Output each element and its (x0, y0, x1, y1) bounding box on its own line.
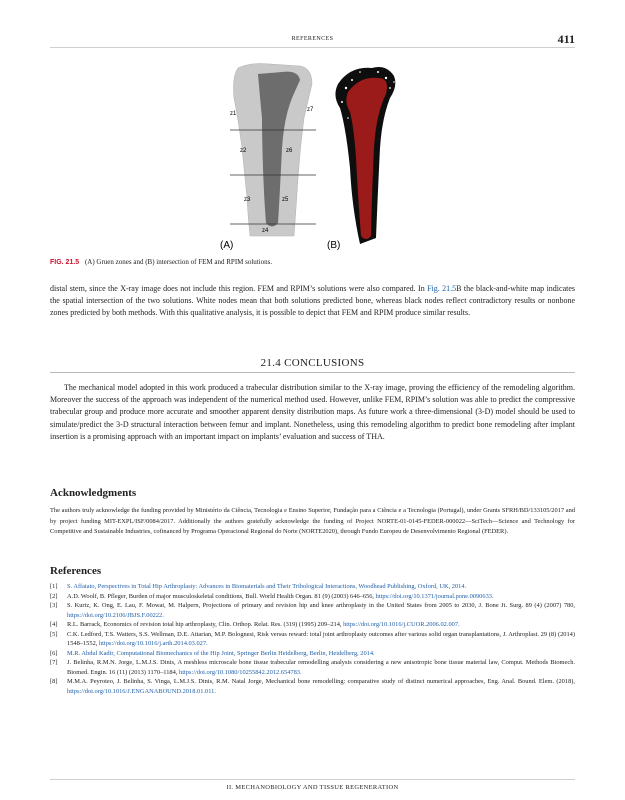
reference-number: [1] (50, 583, 58, 590)
page-number: 411 (557, 32, 575, 46)
reference-text: C.K. Ledford, T.S. Watters, S.S. Wellman, D.E. Attarian, M.P. Bolognesi, Risk versus reward: total joint arthroplasty outcomes after various solid organ transplantations, J. Arthroplast. 29 (8) (2014) 1548–1552, (67, 630, 575, 647)
zone-label-z6: z6 (286, 148, 293, 154)
reference-item (50, 620, 575, 630)
figure-number: FIG. 21.5 (50, 259, 80, 266)
figure-graphic (200, 58, 420, 258)
zone-label-z5: z5 (282, 197, 289, 203)
reference-link[interactable]: S. Affatato, Perspectives in Total Hip Arthroplasty: Advances in Biomaterials and Their Tribological Interactions, Woodhead Publishing, Oxford, UK, 2014. (67, 583, 467, 590)
reference-list (50, 582, 575, 696)
panel-b-label: (B) (327, 240, 341, 251)
figure-caption-text: (A) Gruen zones and (B) intersection of FEM and RPIM solutions. (84, 258, 273, 266)
paragraph1-text-a: distal stem, since the X-ray image does not include this region. FEM and RPIM’s solutions were also compared. In (50, 284, 428, 293)
paragraph1-text-b: B the black-and-white map indicates the spatial intersection of the two solutions. White nodes mean that both solutions predicted bone, whereas black nodes reflect contradictory results or nonbone zones predicted by both methods. With this qualitative analysis, it is possible to depict that FEM and RPIM produce similar results. (50, 284, 576, 318)
section-title: 21.4 CONCLUSIONS (260, 357, 365, 369)
reference-item (50, 630, 575, 649)
zone-label-z4: z4 (262, 228, 269, 234)
reference-text: S. Kurtz, K. Ong, E. Lau, F. Mowat, M. Halpern, Projections of primary and revision hip and knee arthroplasty in the United States from 2005 to 2030, J. Bone Jt. Surg. 89 (4) (2007) 780, (67, 602, 575, 609)
reference-number: [4] (50, 621, 58, 628)
reference-number: [7] (50, 659, 58, 666)
reference-link[interactable]: https://doi.org/10.1016/j.CUOR.2006.02.007. (343, 621, 460, 628)
footer-rule (50, 779, 575, 780)
figure-link[interactable]: Fig. 21.5 (427, 284, 457, 293)
zone-label-z2: z2 (240, 148, 247, 154)
references-heading: References (50, 565, 102, 577)
reference-number: [5] (50, 630, 58, 638)
reference-link[interactable]: M.R. Abdul Kadir, Computational Biomechanics of the Hip Joint, Springer Berlin Heidelberg, Berlin, Heidelberg, 2014. (67, 649, 375, 657)
running-header (50, 30, 575, 50)
reference-link[interactable]: https://doi.org/10.1016/j.arth.2014.03.027. (98, 640, 208, 647)
acknowledgments-heading: Acknowledgments (50, 487, 137, 499)
figure-caption (50, 258, 575, 266)
reference-text: A.D. Woolf, B. Pfleger, Burden of major musculoskeletal conditions, Bull. World Health Organ. 81 (9) (2003) 646–656, (67, 592, 376, 600)
reference-text: J. Belinha, R.M.N. Jorge, L.M.J.S. Dinis, A meshless microscale bone tissue trabecular remodelling analysis considering a new anisotropic bone tissue material law, Comput. Methods Biomech. Biomed. Engin. 16 (11) (2013) 1170–1184, (67, 659, 575, 676)
reference-item (50, 601, 575, 620)
reference-number: [8] (50, 678, 58, 685)
zone-label-z1: z1 (230, 111, 237, 117)
acknowledgments-text: The authors truly acknowledge the funding provided by Ministério da Ciência, Tecnologia e Ensino Superior, Fundação para a Ciência e a Tecnologia (Portugal), under Grants SFRH/BD/133105/2017 and by project funding MIT-EXPL/ISF/0084/2017. Additionally the authors gratefully acknowledge the funding of Project NORTE-01-0145-FEDER-000022—SciTech—Science and Technology for Competitive and Sustainable Industries, cofinanced by Programa Operacional Regional do Norte (NORTE2020), through Fundo Europeu de Desenvolvimento Regional (FEDER). (50, 507, 575, 536)
reference-link[interactable]: https://doi.org/10.2106/JBJS.F.00222. (67, 611, 164, 619)
reference-link[interactable]: https://doi.org/10.1080/10255842.2012.654783. (179, 668, 302, 676)
section-rule (50, 372, 575, 373)
figure-21-5 (200, 58, 420, 258)
reference-text: R.L. Barrack, Economics of revision total hip arthroplasty, Clin. Orthop. Relat. Res. (319) (1995) 209–214, (67, 621, 344, 628)
reference-link[interactable]: https://doi.org/10.1016/J.ENGANABOUND.2018.01.011. (67, 687, 216, 695)
reference-item (50, 592, 575, 602)
reference-number: [3] (50, 602, 58, 609)
zone-label-z3: z3 (244, 197, 251, 203)
reference-item (50, 658, 575, 677)
reference-link[interactable]: https://doi.org/10.1371/journal.pone.0090633. (375, 592, 494, 600)
reference-text: M.M.A. Peyroteo, J. Belinha, S. Vinga, L.M.J.S. Dinis, R.M. Natal Jorge, Mechanical bone remodelling: comparative study of distinct numerical approaches, Eng. Anal. Bound. Elem. (2018), (67, 678, 575, 685)
zone-label-z7: z7 (307, 107, 314, 113)
header-rule (50, 47, 575, 48)
running-footer: II. MECHANOBIOLOGY AND TISSUE REGENERATION (226, 784, 399, 791)
reference-number: [2] (50, 592, 58, 600)
conclusions-paragraph: The mechanical model adopted in this work produced a trabecular distribution similar to the X-ray image, proving the efficiency of the remodeling algorithm. Moreover the success of the approach was independent of the numerical method used. However, unlike FEM, RPIM’s solution was able to predict the compressive trabecular group and produce more accurate and smoother apparent density distribution maps. As future work a three-dimensional (3-D) model should be used to simulate/predict the 3-D structural interaction between femur and implant. Nonetheless, using this remodeling algorithm to predict bone remodeling after implant insertion is a promising approach with an important impact on implants’ evaluation and success of THA. (50, 383, 575, 441)
reference-number: [6] (50, 649, 58, 657)
panel-a-label: (A) (220, 240, 234, 251)
reference-item (50, 582, 575, 592)
running-header-title: REFERENCES (291, 36, 334, 42)
body-paragraph-1 (50, 283, 575, 320)
reference-item (50, 677, 575, 696)
reference-item (50, 649, 575, 659)
